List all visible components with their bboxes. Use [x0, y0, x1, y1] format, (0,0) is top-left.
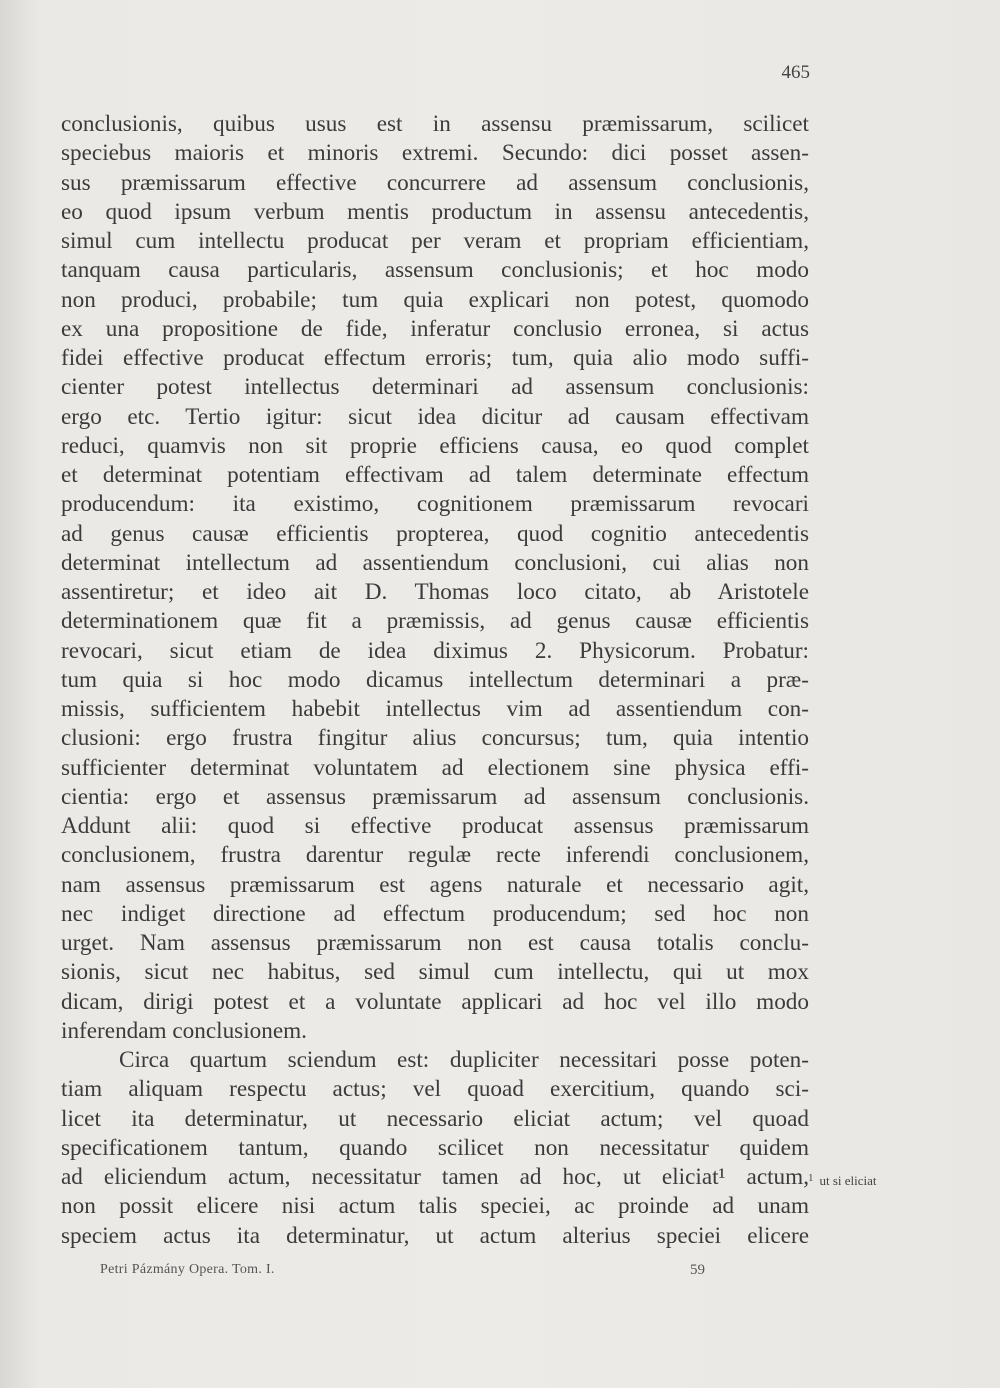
page-number: 465 [781, 62, 810, 83]
text-line: ergo etc. Tertio igitur: sicut idea dicitur ad causam effectivam [61, 403, 809, 430]
body-text [61, 110, 809, 1251]
text-line: nec indiget directione ad effectum producendum; sed hoc non [61, 900, 809, 927]
text-line: eo quod ipsum verbum mentis productum in assensu antecedentis, [61, 198, 809, 225]
text-line: revocari, sicut etiam de idea diximus 2. Physicorum. Probatur: [61, 637, 809, 664]
text-line: urget. Nam assensus præmissarum non est causa totalis conclu- [61, 930, 809, 956]
text-line: producendum: ita existimo, cognitionem præmissarum revocari [61, 491, 809, 518]
text-line: dicam, dirigi potest et a voluntate applicari ad hoc vel illo modo [61, 988, 809, 1015]
text-line: ex una propositione de fide, inferatur conclusio erronea, si actus [61, 315, 809, 342]
margin-note [808, 1172, 877, 1189]
text-line: fidei effective producat effectum erroris; tum, quia alio modo suffi- [61, 345, 809, 371]
text-line: cienter potest intellectus determinari ad assensum conclusionis: [61, 374, 809, 401]
text-line: licet ita determinatur, ut necessario eliciat actum; vel quoad [61, 1105, 809, 1132]
text-line: specificationem tantum, quando scilicet non necessitatur quidem [61, 1134, 809, 1161]
text-line: tanquam causa particularis, assensum conclusionis; et hoc modo [61, 257, 809, 284]
text-line: cientia: ergo et assensus præmissarum ad assensum conclusionis. [61, 783, 809, 810]
text-line: et determinat potentiam effectivam ad talem determinate effectum [61, 462, 809, 488]
text-line: sionis, sicut nec habitus, sed simul cum intellectu, qui ut mox [61, 959, 809, 986]
text-line: reduci, quamvis non sit proprie efficiens causa, eo quod complet [61, 432, 809, 459]
text-line: tiam aliquam respectu actus; vel quoad exercitium, quando sci- [61, 1076, 809, 1103]
text-line: conclusionem, frustra darentur regulæ recte inferendi conclusionem, [61, 842, 809, 869]
text-line: tum quia si hoc modo dicamus intellectum determinari a præ- [61, 666, 809, 693]
text-line: non produci, probabile; tum quia explicari non potest, quomodo [61, 286, 809, 313]
margin-note-text: ut si eliciat [819, 1173, 877, 1188]
text-line: speciebus maioris et minoris extremi. Secundo: dici posset assen- [61, 140, 809, 167]
footer-signature: 59 [690, 1262, 705, 1278]
text-line: determinat intellectum ad assentiendum conclusioni, cui alias non [61, 549, 809, 576]
text-line: non possit elicere nisi actum talis speciei, ac proinde ad unam [61, 1193, 809, 1220]
text-line: simul cum intellectu producat per veram et propriam efficientiam, [61, 228, 809, 254]
text-line: Circa quartum sciendum est: dupliciter necessitari posse poten- [119, 1047, 809, 1073]
text-line: clusioni: ergo frustra fingitur alius concursus; tum, quia intentio [61, 725, 809, 752]
text-line: assentiretur; et ideo ait D. Thomas loco citato, ab Aristotele [61, 579, 809, 605]
margin-note-marker: 1 [808, 1172, 814, 1184]
text-line: ad eliciendum actum, necessitatur tamen ad hoc, ut eliciat¹ actum, [61, 1164, 809, 1190]
text-line: conclusionis, quibus usus est in assensu præmissarum, scilicet [61, 111, 809, 137]
footer-source: Petri Pázmány Opera. Tom. I. [100, 1262, 275, 1277]
text-line: sufficienter determinat voluntatem ad electionem sine physica effi- [61, 754, 809, 781]
text-line: determinationem quæ fit a præmissis, ad genus causæ efficientis [61, 608, 809, 635]
text-line: inferendam conclusionem. [61, 1017, 307, 1044]
text-line: speciem actus ita determinatur, ut actum alterius speciei elicere [61, 1222, 809, 1249]
text-line: nam assensus præmissarum est agens naturale et necessario agit, [61, 871, 809, 898]
text-line: Addunt alii: quod si effective producat assensus præmissarum [61, 813, 809, 839]
text-line: missis, sufficientem habebit intellectus vim ad assentiendum con- [61, 696, 809, 722]
text-line: sus præmissarum effective concurrere ad assensum conclusionis, [61, 169, 809, 196]
text-line: ad genus causæ efficientis propterea, quod cognitio antecedentis [61, 520, 809, 547]
